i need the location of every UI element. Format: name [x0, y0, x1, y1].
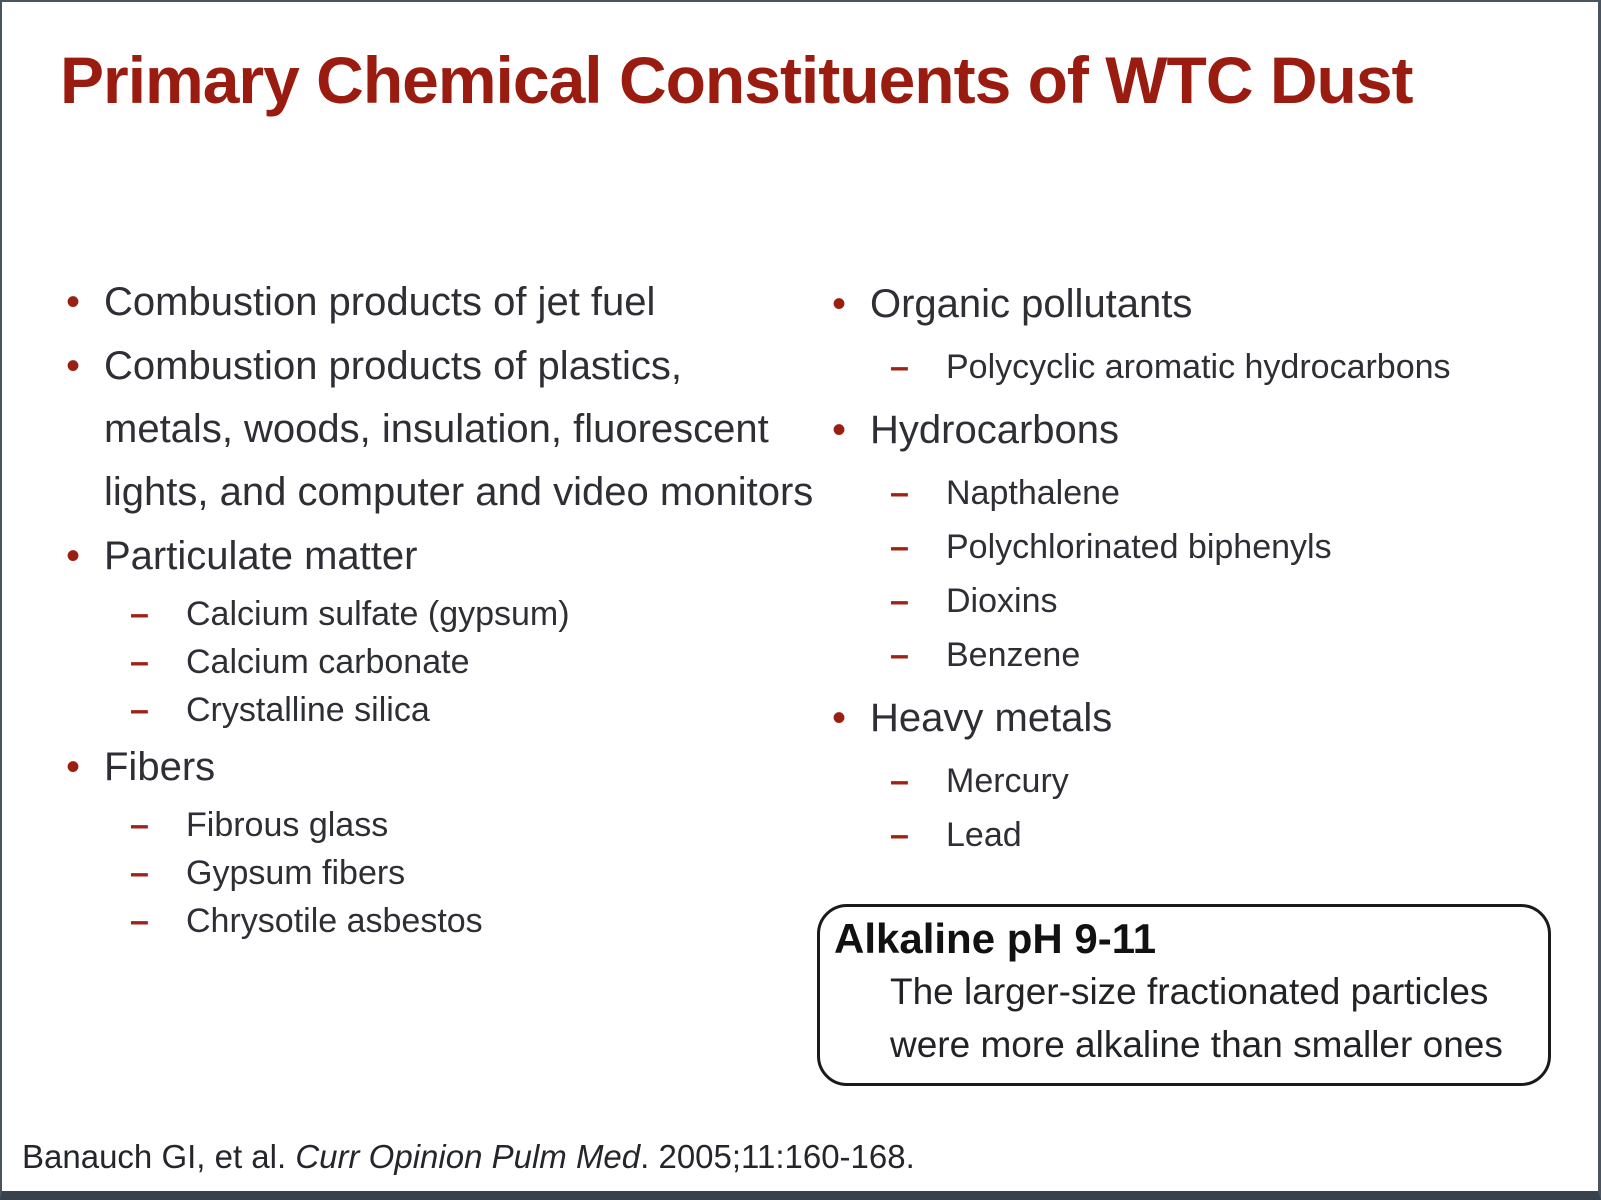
bullet-dot-icon: • [832, 696, 847, 740]
bullet-dot-icon: • [832, 282, 847, 326]
list-item [66, 736, 814, 799]
dash-icon: – [890, 762, 909, 800]
list-item [832, 399, 1554, 462]
bullet-dot-icon: • [66, 344, 81, 388]
sub-list-item [66, 899, 814, 943]
list-item [66, 525, 814, 588]
dash-icon: – [890, 582, 909, 620]
dash-icon: – [890, 636, 909, 674]
sub-list-item [832, 633, 1554, 677]
list-item [66, 271, 814, 334]
callout-body-line: were more alkaline than smaller ones [890, 1024, 1503, 1065]
right-column [832, 270, 1554, 867]
sub-list-item [66, 688, 814, 732]
dash-icon: – [130, 854, 149, 892]
sub-list-item-label: Benzene [946, 636, 1081, 674]
sub-list-item [832, 813, 1554, 857]
list-item-label: Combustion products of plastics, metals, woods, insulation, fluorescent lights, and computer and video monitors [104, 344, 814, 514]
list-item [66, 335, 814, 524]
sub-list-item-label: Fibrous glass [186, 806, 389, 844]
bullet-dot-icon: • [66, 280, 81, 324]
dash-icon: – [890, 474, 909, 512]
callout-heading: Alkaline pH 9-11 [834, 915, 1157, 962]
list-item-label: Organic pollutants [870, 282, 1193, 326]
dash-icon: – [890, 528, 909, 566]
sub-list-item-label: Crystalline silica [186, 691, 430, 729]
list-item [832, 687, 1554, 750]
callout-body-line: The larger-size fractionated particles [890, 971, 1489, 1012]
citation-prefix: Banauch GI, et al. [22, 1138, 296, 1175]
sub-list-item [832, 759, 1554, 803]
sub-list-item-label: Calcium sulfate (gypsum) [186, 595, 570, 633]
bullet-dot-icon: • [66, 745, 81, 789]
left-column [66, 270, 814, 947]
citation-suffix: . 2005;11:160-168. [640, 1138, 915, 1175]
sub-list-item-label: Dioxins [946, 582, 1058, 620]
dash-icon: – [890, 816, 909, 854]
citation [22, 1136, 915, 1178]
sub-list-item-label: Chrysotile asbestos [186, 902, 483, 940]
dash-icon: – [130, 643, 149, 681]
sub-list-item-label: Lead [946, 816, 1022, 854]
page-title: Primary Chemical Constituents of WTC Dust [60, 43, 1413, 117]
list-item-label: Fibers [104, 745, 216, 789]
sub-list-item-label: Polycyclic aromatic hydrocarbons [946, 348, 1451, 386]
alkaline-callout-box [817, 904, 1551, 1086]
sub-list-item [832, 525, 1554, 569]
sub-list-item-label: Napthalene [946, 474, 1120, 512]
sub-list-item-label: Polychlorinated biphenyls [946, 528, 1332, 566]
list-item-label: Hydrocarbons [870, 408, 1120, 452]
dash-icon: – [130, 691, 149, 729]
bullet-dot-icon: • [66, 534, 81, 578]
sub-list-item [66, 851, 814, 895]
sub-list-item [66, 592, 814, 636]
bullet-dot-icon: • [832, 408, 847, 452]
citation-journal: Curr Opinion Pulm Med [295, 1138, 641, 1175]
dash-icon: – [890, 348, 909, 386]
callout-body [890, 965, 1534, 1071]
dash-icon: – [130, 902, 149, 940]
sub-list-item-label: Calcium carbonate [186, 643, 470, 681]
dash-icon: – [130, 595, 149, 633]
list-item-label: Combustion products of jet fuel [104, 280, 656, 324]
sub-list-item [66, 640, 814, 684]
list-item-label: Heavy metals [870, 696, 1113, 740]
list-item [832, 273, 1554, 336]
sub-list-item [832, 345, 1554, 389]
sub-list-item-label: Gypsum fibers [186, 854, 406, 892]
sub-list-item [66, 803, 814, 847]
sub-list-item [832, 579, 1554, 623]
list-item-label: Particulate matter [104, 534, 418, 578]
sub-list-item-label: Mercury [946, 762, 1069, 800]
sub-list-item [832, 471, 1554, 515]
dash-icon: – [130, 806, 149, 844]
